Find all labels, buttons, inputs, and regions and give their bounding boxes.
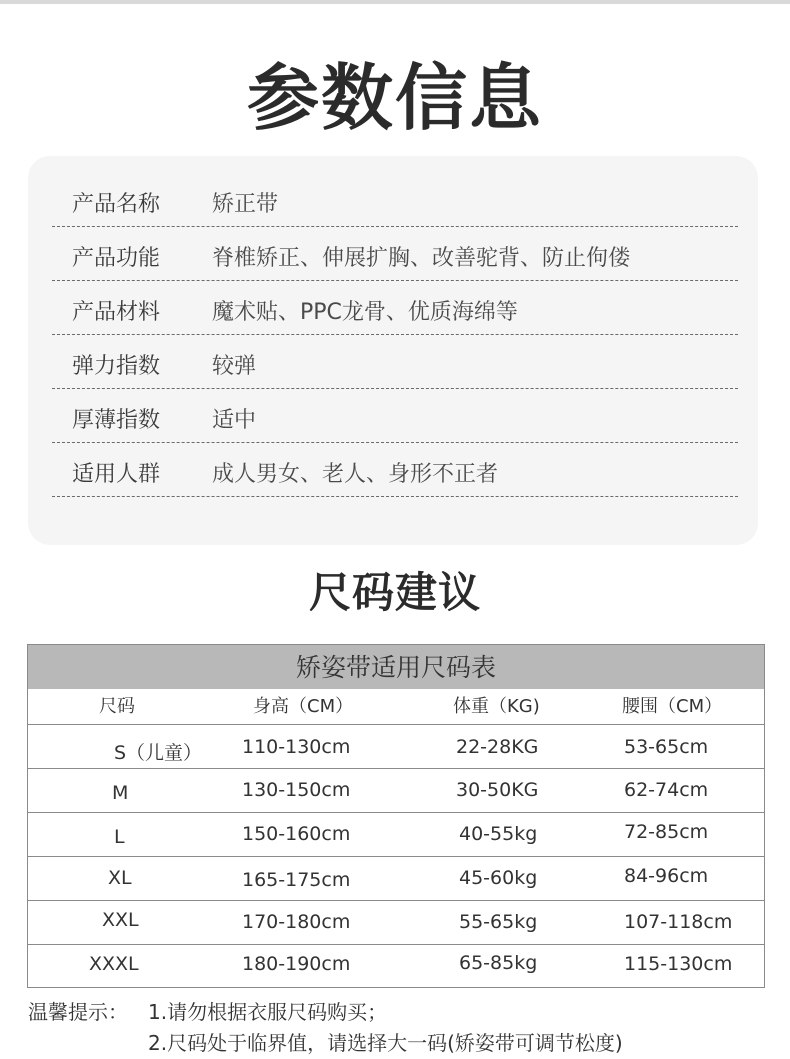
top-divider xyxy=(0,0,790,4)
table-row xyxy=(28,901,764,945)
cell-height: 170-180cm xyxy=(242,911,351,933)
size-table-header xyxy=(28,689,764,725)
page-title: 参数信息 xyxy=(246,56,543,140)
params-panel xyxy=(28,156,758,545)
header-height: 身高（CM） xyxy=(253,696,354,717)
cell-size: M xyxy=(112,782,129,804)
table-row xyxy=(28,813,764,857)
size-section-title: 尺码建议 xyxy=(308,568,481,617)
cell-weight: 55-65kg xyxy=(459,911,538,933)
param-label: 产品功能 xyxy=(72,246,161,271)
cell-weight: 45-60kg xyxy=(459,867,538,889)
cell-size: XL xyxy=(108,867,132,889)
param-row-thickness xyxy=(52,388,738,443)
param-row-elasticity xyxy=(52,334,738,389)
header-waist: 腰围（CM） xyxy=(622,696,723,717)
param-row-material xyxy=(52,280,738,335)
table-row xyxy=(28,945,764,989)
tips-line-2: 2.尺码处于临界值，请选择大一码(矫姿带可调节松度) xyxy=(148,1031,623,1055)
cell-size: S（儿童） xyxy=(114,742,203,764)
param-label: 厚薄指数 xyxy=(72,408,161,433)
param-value: 适中 xyxy=(212,408,257,433)
cell-size: XXXL xyxy=(89,953,139,975)
cell-weight: 65-85kg xyxy=(459,952,538,974)
cell-height: 165-175cm xyxy=(242,869,351,891)
cell-weight: 22-28KG xyxy=(456,736,539,758)
cell-height: 150-160cm xyxy=(242,823,351,845)
cell-size: XXL xyxy=(102,909,139,931)
cell-height: 180-190cm xyxy=(242,953,351,975)
tips-label: 温馨提示： xyxy=(28,1000,128,1024)
table-row xyxy=(28,769,764,813)
size-table xyxy=(27,644,765,988)
param-value: 成人男女、老人、身形不正者 xyxy=(212,462,499,487)
cell-waist: 53-65cm xyxy=(624,736,709,758)
param-value: 魔术贴、PPC龙骨、优质海绵等 xyxy=(212,300,518,325)
param-row-name xyxy=(52,172,738,227)
tips-line-1: 1.请勿根据衣服尺码购买； xyxy=(148,1000,388,1024)
cell-height: 110-130cm xyxy=(242,736,351,758)
param-row-audience xyxy=(52,442,738,497)
param-label: 产品材料 xyxy=(72,300,161,325)
cell-waist: 72-85cm xyxy=(624,821,709,843)
header-size: 尺码 xyxy=(99,696,135,717)
param-label: 弹力指数 xyxy=(72,354,161,379)
header-weight: 体重（KG) xyxy=(453,696,540,717)
table-row xyxy=(28,725,764,769)
param-row-function xyxy=(52,226,738,281)
cell-waist: 84-96cm xyxy=(624,865,709,887)
cell-waist: 107-118cm xyxy=(624,911,733,933)
table-row xyxy=(28,857,764,901)
cell-waist: 62-74cm xyxy=(624,779,709,801)
cell-weight: 40-55kg xyxy=(459,823,538,845)
param-label: 产品名称 xyxy=(72,192,161,217)
param-value: 脊椎矫正、伸展扩胸、改善驼背、防止佝偻 xyxy=(212,246,631,271)
cell-size: L xyxy=(114,826,125,848)
cell-waist: 115-130cm xyxy=(624,953,733,975)
cell-weight: 30-50KG xyxy=(456,779,539,801)
cell-height: 130-150cm xyxy=(242,779,351,801)
param-value: 矫正带 xyxy=(212,192,279,217)
size-table-caption: 矫姿带适用尺码表 xyxy=(28,645,764,689)
param-value: 较弹 xyxy=(212,354,257,379)
param-label: 适用人群 xyxy=(72,462,161,487)
